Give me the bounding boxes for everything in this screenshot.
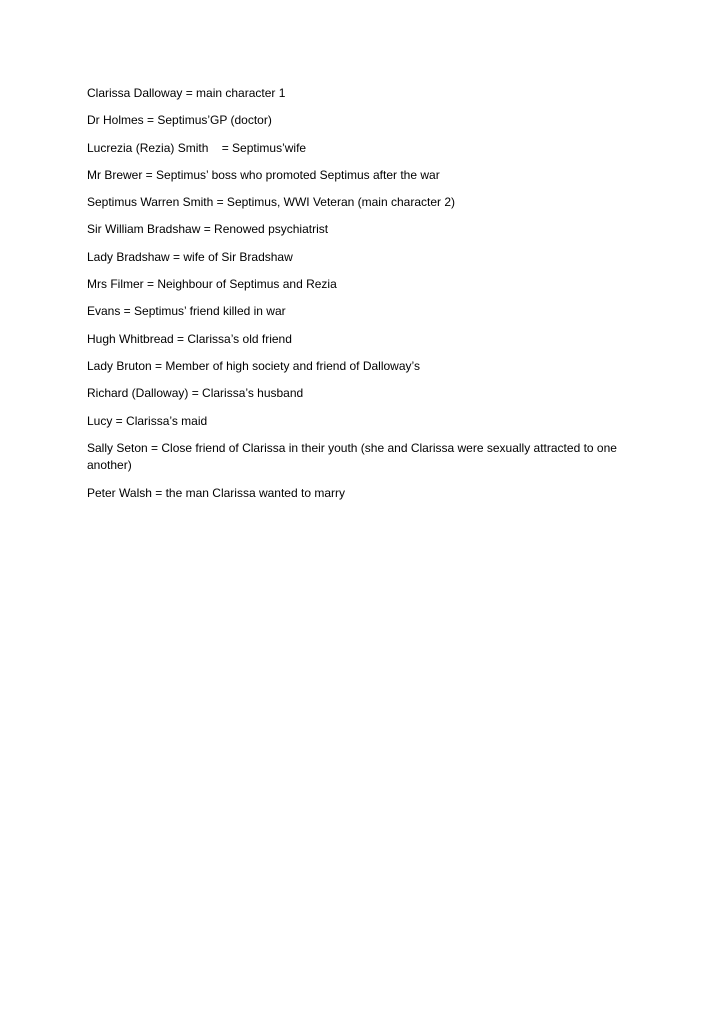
character-entry: Sally Seton = Close friend of Clarissa in their youth (she and Clarissa were sexually attracted to one another) xyxy=(87,440,621,473)
character-entry: Dr Holmes = Septimus’GP (doctor) xyxy=(87,113,272,128)
character-entry: Mr Brewer = Septimus’ boss who promoted Septimus after the war xyxy=(87,167,440,182)
character-entry: Lucrezia (Rezia) Smith = Septimus’wife xyxy=(87,140,307,155)
character-list xyxy=(87,85,647,512)
character-entry: Hugh Whitbread = Clarissa’s old friend xyxy=(87,331,292,346)
character-entry: Sir William Bradshaw = Renowed psychiatrist xyxy=(87,222,329,237)
character-entry: Mrs Filmer = Neighbour of Septimus and Rezia xyxy=(87,277,337,292)
character-entry: Lady Bruton = Member of high society and friend of Dalloway’s xyxy=(87,358,420,373)
character-entry: Lucy = Clarissa’s maid xyxy=(87,413,208,428)
character-entry: Lady Bradshaw = wife of Sir Bradshaw xyxy=(87,249,293,264)
character-entry: Clarissa Dalloway = main character 1 xyxy=(87,86,286,100)
character-entry: Richard (Dalloway) = Clarissa’s husband xyxy=(87,386,304,401)
character-entry: Septimus Warren Smith = Septimus, WWI Veteran (main character 2) xyxy=(87,195,456,210)
character-entry: Evans = Septimus’ friend killed in war xyxy=(87,304,286,319)
character-entry: Peter Walsh = the man Clarissa wanted to marry xyxy=(87,485,345,500)
